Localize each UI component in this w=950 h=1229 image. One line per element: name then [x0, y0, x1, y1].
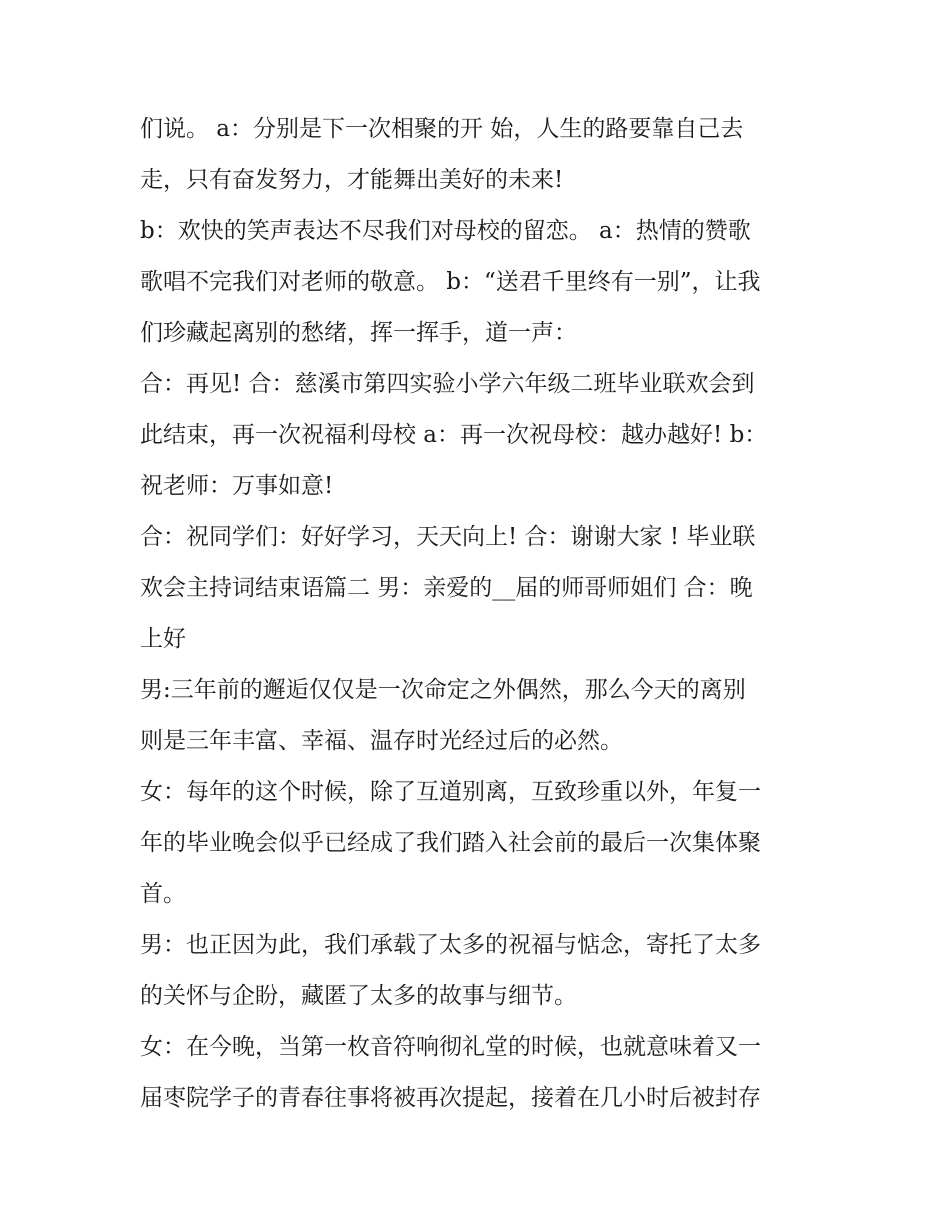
text-line: 女：在今晚，当第一枚音符响彻礼堂的时候，也就意味着又一 — [140, 1034, 761, 1060]
text-line: 们说。 a：分别是下一次相聚的开 始，人生的路要靠自己去 — [140, 116, 744, 142]
body-text — [140, 104, 820, 1124]
text-line: 走，只有奋发努力，才能舞出美好的未来! — [140, 167, 564, 193]
text-line: 合：祝同学们：好好学习，天天向上! 合：谢谢大家 ! 毕业联 — [140, 524, 756, 550]
text-line: 男:三年前的邂逅仅仅是一次命定之外偶然，那么今天的离别 — [140, 677, 746, 703]
text-line: 合：再见! 合：慈溪市第四实验小学六年级二班毕业联欢会到 — [140, 371, 755, 397]
text-line: 届枣院学子的青春往事将被再次提起，接着在几小时后被封存 — [140, 1085, 761, 1111]
text-line: 歌唱不完我们对老师的敬意。 b：“送君千里终有一别”，让我 — [140, 269, 761, 295]
text-line: b：欢快的笑声表达不尽我们对母校的留恋。 a：热情的赞歌 — [140, 218, 751, 244]
text-line: 祝老师：万事如意! — [140, 473, 334, 499]
text-line: 此结束，再一次祝福利母校 a：再一次祝母校：越办越好! b： — [140, 422, 768, 448]
text-line: 首。 — [140, 881, 186, 907]
text-line: 男：也正因为此，我们承载了太多的祝福与惦念，寄托了太多 — [140, 932, 761, 958]
text-line: 们珍藏起离别的愁绪，挥一挥手，道一声： — [140, 320, 577, 346]
text-line: 上好 — [140, 626, 186, 652]
text-line: 则是三年丰富、幸福、温存时光经过后的必然。 — [140, 728, 623, 754]
text-line: 年的毕业晚会似乎已经成了我们踏入社会前的最后一次集体聚 — [140, 830, 761, 856]
text-line: 欢会主持词结束语篇二 男：亲爱的__届的师哥师姐们 合：晚 — [140, 575, 753, 601]
text-line: 女：每年的这个时候，除了互道别离，互致珍重以外，年复一 — [140, 779, 761, 805]
text-line: 的关怀与企盼，藏匿了太多的故事与细节。 — [140, 983, 577, 1009]
